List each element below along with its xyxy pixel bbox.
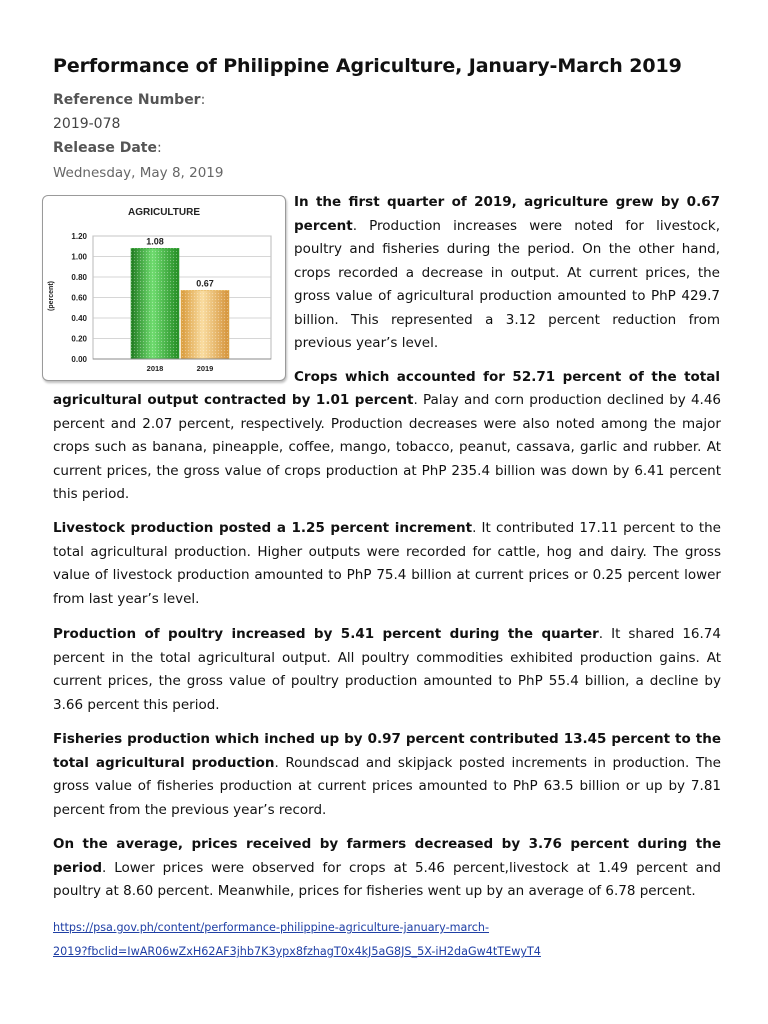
y-tick-label: 1.20 — [71, 232, 87, 241]
chart-y-axis-label: (percent) — [48, 281, 55, 311]
p2-bold-a: Crops which accounted for 52.71 percent of the total — [294, 369, 720, 385]
p1-bold: In the first quarter of 2019, agriculture grew by 0.67 percent — [294, 194, 720, 234]
p6-text: . Lower prices were observed for crops at 5.46 percent,livestock at 1.49 percent and poultry at 8.60 percent. Meanwhile, prices for fisheries went up by an average of 6.78 percent. — [53, 859, 721, 899]
paragraph-fisheries — [53, 728, 721, 822]
paragraph-poultry — [53, 623, 721, 717]
p4-bold: Production of poultry increased by 5.41 percent during the quarter — [53, 626, 599, 642]
bar-texture-2019 — [181, 290, 229, 359]
chart-title: AGRICULTURE — [127, 207, 201, 218]
y-tick-label: 0.20 — [71, 334, 87, 344]
paragraph-crops — [53, 389, 721, 507]
source-link-line1[interactable]: https://psa.gov.ph/content/performance-philippine-agriculture-january-march- — [53, 921, 489, 934]
y-tick-label: 0.80 — [71, 273, 87, 282]
reference-number-label: Reference Number — [53, 92, 201, 108]
release-date-label-row: Release Date: — [53, 140, 162, 156]
paragraph-prices — [53, 833, 721, 904]
x-tick-label: 2019 — [196, 364, 214, 373]
paragraph-agriculture — [294, 191, 720, 356]
agriculture-bar-chart — [43, 196, 285, 380]
paragraph-crops-line1 — [294, 366, 720, 390]
p3-bold: Livestock production posted a 1.25 percent increment — [53, 520, 473, 536]
bar-value-label: 0.67 — [196, 278, 214, 289]
p5-bold: Fisheries production which inched up by 0.97 percent contributed 13.45 percent to the total agricultural production — [53, 731, 721, 771]
p5-text: . Roundscad and skipjack posted increments in production. The gross value of fisheries production at current prices amounted to PhP 63.5 billion or up by 7.81 percent from the previous year’s record. — [53, 754, 721, 818]
paragraph-livestock — [53, 517, 721, 611]
y-tick-label: 1.00 — [71, 252, 87, 262]
p1-text: . Production increases were noted for livestock, poultry and fisheries during the period. On the other hand, crops recorded a decrease in output. At current prices, the gross value of agricultural production amounted to PhP 429.7 billion. This represented a 3.12 percent reduction from previous year’s level. — [294, 217, 720, 351]
agriculture-chart — [42, 195, 286, 381]
release-date-label: Release Date — [53, 140, 157, 156]
y-tick-label: 0.00 — [71, 355, 87, 364]
p2-text: . Palay and corn production declined by 4.46 percent and 2.07 percent, respectively. Production decreases were also noted among the major crops such as banana, pineapple, coffee, mango, tobacco, peanut, cassava, garlic and rubber. At current prices, the gross value of crops production at PhP 235.4 billion was down by 6.41 percent this period. — [53, 392, 722, 502]
p4-text: . It shared 16.74 percent in the total agricultural output. All poultry commodities exhibited production gains. At current prices, the gross value of poultry production amounted to PhP 55.4 billion, a decline by 3.66 percent this period. — [53, 626, 721, 713]
p3-text: . It contributed 17.11 percent to the total agricultural production. Higher outputs were recorded for cattle, hog and dairy. The gross value of livestock production amounted to PhP 75.4 billion at current prices or 0.25 percent lower from last year’s level. — [53, 520, 721, 607]
y-tick-label: 0.60 — [71, 293, 87, 303]
release-date-value: Wednesday, May 8, 2019 — [53, 165, 224, 181]
bar-texture-2018 — [131, 248, 179, 359]
y-tick-label: 0.40 — [71, 314, 87, 323]
reference-number-label-row: Reference Number: — [53, 92, 206, 108]
p2-bold-b: agricultural output contracted by 1.01 percent — [53, 392, 414, 408]
bar-value-label: 1.08 — [146, 236, 164, 247]
p6-bold: On the average, prices received by farmers decreased by 3.76 percent during the period — [53, 836, 721, 876]
page-title: Performance of Philippine Agriculture, January-March 2019 — [53, 55, 682, 77]
reference-number-value: 2019-078 — [53, 116, 121, 132]
x-tick-label: 2018 — [146, 364, 164, 373]
source-link-line2[interactable]: 2019?fbclid=IwAR06wZxH62AF3jhb7K3ypx8fzhagT0x4kJ5aG8JS_5X-iH2daGw4tTEwyT4 — [53, 945, 541, 958]
